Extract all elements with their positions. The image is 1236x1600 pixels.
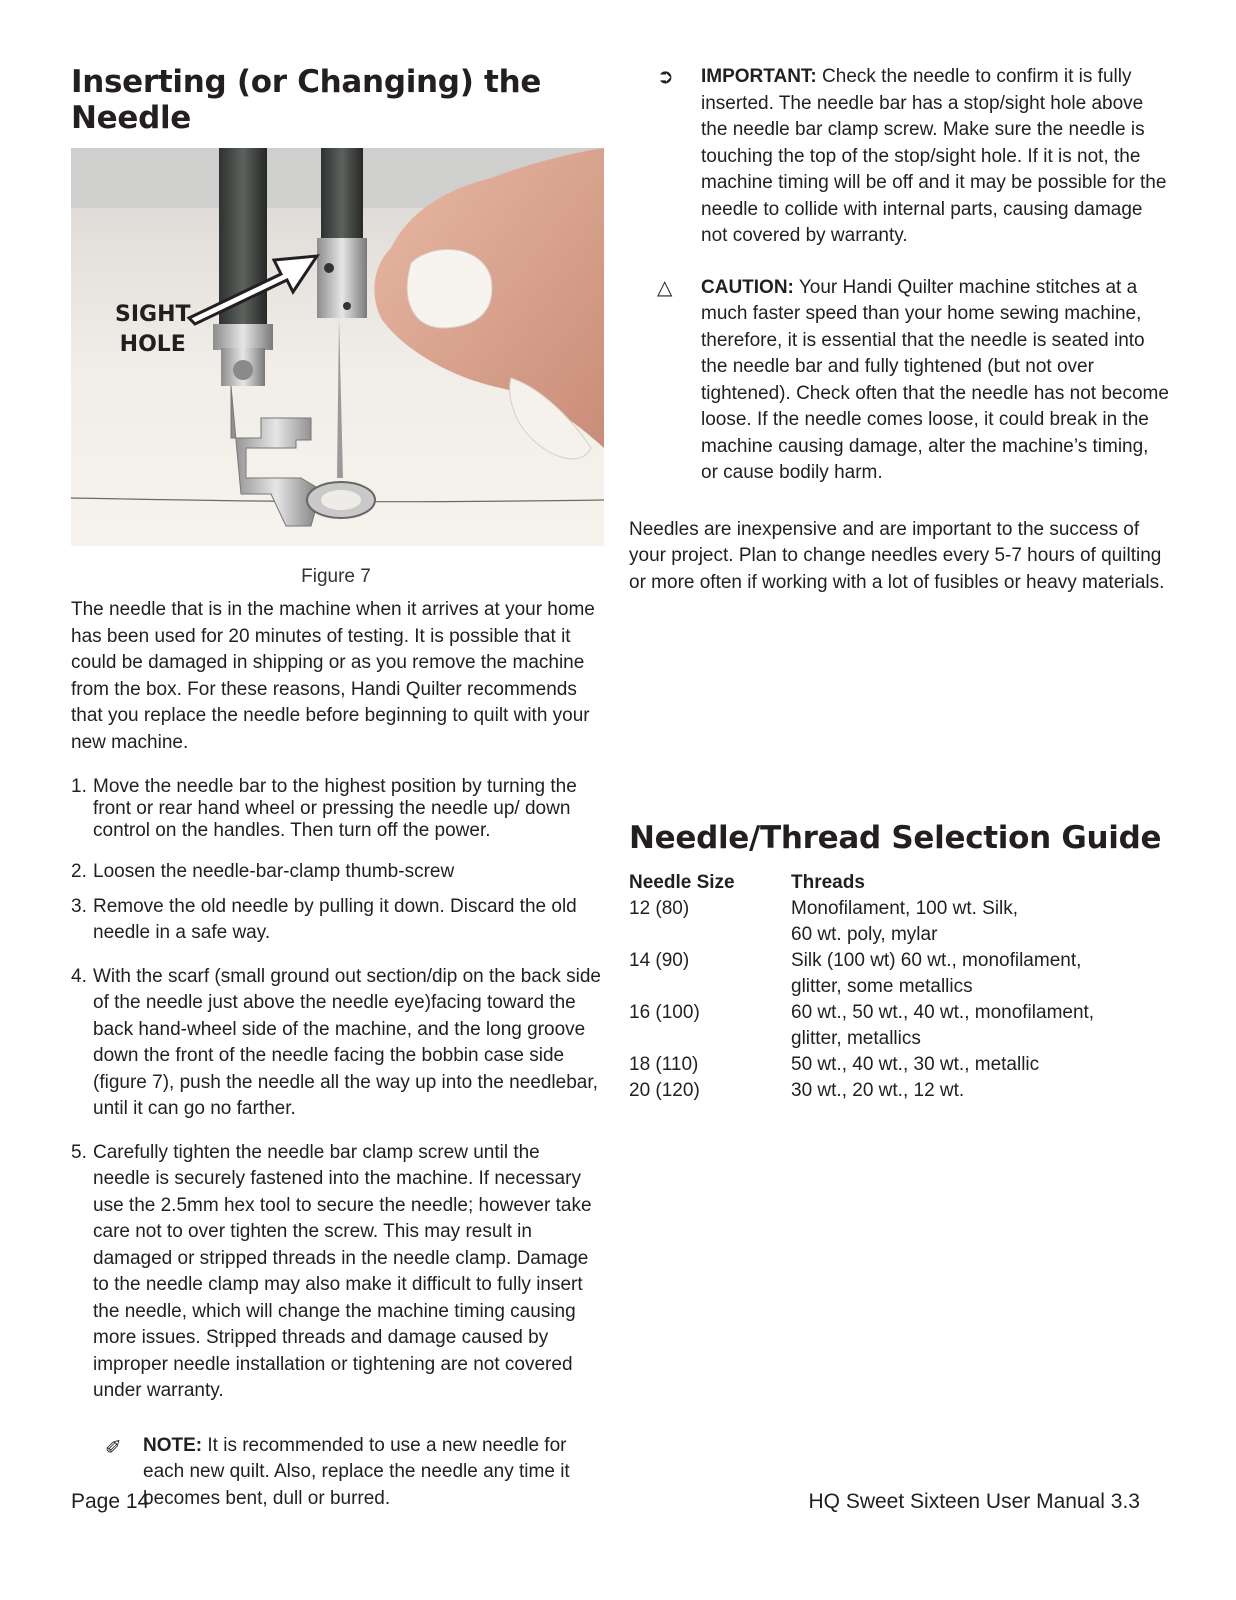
- step-item: [71, 776, 601, 842]
- sight-label-line1: SIGHT: [115, 302, 191, 327]
- needle-size-cell: 20 (120): [629, 1080, 700, 1101]
- column-header-size: Needle Size: [629, 872, 735, 893]
- needle-size-cell: 16 (100): [629, 1002, 700, 1023]
- step-number: 3.: [71, 895, 87, 917]
- caution-text: Your Handi Quilter machine stitches at a much faster speed than your home sewing machine, therefore, it is essential that the needle is seated into the needle bar and fully tightened (but not over tightened). Check often that the needle has not become loose. If the needle comes loose, it could break in the machine causing damage, alter the machine’s timing, or cause bodily harm.: [701, 276, 1169, 483]
- sight-label-line2: HOLE: [119, 332, 186, 357]
- step-number: 5.: [71, 1141, 87, 1163]
- note-label: NOTE:: [143, 1434, 203, 1456]
- manual-title: HQ Sweet Sixteen User Manual 3.3: [808, 1490, 1140, 1513]
- step-text: Remove the old needle by pulling it down. Discard the old needle in a safe way.: [93, 895, 577, 943]
- important-text: Check the needle to confirm it is fully inserted. The needle bar has a stop/sight hole above the needle bar clamp screw. Make sure the needle is touching the top of the stop/sight hole. If it is not, the machine timing will be off and it may be possible for the needle to collide with internal parts, causing damage not covered by warranty.: [701, 66, 1167, 246]
- figure-7-photo: [71, 148, 604, 546]
- table-row: [629, 1000, 1094, 1052]
- threads-cell: Monofilament, 100 wt. Silk, 60 wt. poly, mylar: [791, 898, 1019, 945]
- note-text: It is recommended to use a new needle for each new quilt. Also, replace the needle any time it becomes bent, dull or burred.: [143, 1434, 570, 1509]
- threads-cell: 30 wt., 20 wt., 12 wt.: [791, 1080, 965, 1101]
- table-row: [629, 948, 1094, 1000]
- steps-list: [71, 776, 601, 1405]
- threads-cell: 60 wt., 50 wt., 40 wt., monofilament, glitter, metallics: [791, 1002, 1095, 1049]
- right-column: [629, 64, 1169, 1104]
- needle-size-cell: 14 (90): [629, 950, 690, 971]
- threads-cell: Silk (100 wt) 60 wt., monofilament, glitter, some metallics: [791, 950, 1082, 997]
- important-label: IMPORTANT:: [701, 66, 817, 87]
- section-heading: Inserting (or Changing) the Needle: [71, 64, 542, 136]
- step-item: [71, 1140, 601, 1405]
- arrow-right-icon: ➲: [657, 66, 674, 88]
- column-header-threads: Threads: [791, 872, 865, 893]
- step-text: With the scarf (small ground out section/dip on the back side of the needle just above the needle eye)facing toward the back hand-wheel side of the machine, and the long groove down the front of the needle facing the bobbin case side (figure 7), push the needle all the way up into the needlebar, until it can go no farther.: [93, 965, 601, 1119]
- warning-triangle-icon: △: [657, 276, 673, 299]
- page-number: Page 14: [71, 1490, 150, 1513]
- left-column: [71, 64, 601, 1512]
- step-text: Carefully tighten the needle bar clamp screw until the needle is securely fastened into the machine. If necessary use the 2.5mm hex tool to secure the needle; however take care not to over tighten the screw. This may result in damaged or stripped threads in the needle clamp. Damage to the needle clamp may also make it difficult to fully insert the needle, which will change the machine timing causing more issues. Stripped threads and damage caused by improper needle installation or tightening are not covered under warranty.: [93, 1141, 592, 1401]
- step-number: 4.: [71, 965, 87, 987]
- table-row: [629, 1052, 1094, 1078]
- threads-cell: 50 wt., 40 wt., 30 wt., metallic: [791, 1054, 1040, 1075]
- needle-thread-table: [629, 870, 1094, 1104]
- table-header-row: [629, 870, 1094, 896]
- important-callout: [629, 64, 1169, 250]
- step-text: Move the needle bar to the highest position by turning the front or rear hand wheel or pressing the needle up/ down control on the handles. Then turn off the power.: [93, 776, 577, 841]
- intro-paragraph: The needle that is in the machine when it arrives at your home has been used for 20 minutes of testing. It is possible that it could be damaged in shipping or as you remove the machine from the box. For these reasons, Handi Quilter recommends that you replace the needle before beginning to quilt with your new machine.: [71, 599, 595, 753]
- step-item: [71, 894, 601, 947]
- step-number: 2.: [71, 861, 87, 882]
- figure-caption: Figure 7: [301, 566, 371, 587]
- guide-heading: Needle/Thread Selection Guide: [629, 820, 1162, 856]
- caution-callout: [629, 275, 1169, 487]
- step-number: 1.: [71, 776, 87, 797]
- needle-size-cell: 18 (110): [629, 1054, 699, 1075]
- table-row: [629, 896, 1094, 948]
- table-row: [629, 1078, 1094, 1104]
- step-text: Loosen the needle-bar-clamp thumb-screw: [93, 861, 455, 882]
- caution-label: CAUTION:: [701, 276, 794, 298]
- needles-paragraph: Needles are inexpensive and are important to the success of your project. Plan to change needles every 5-7 hours of quilting or more often if working with a lot of fusibles or heavy materials.: [629, 518, 1165, 593]
- step-item: [71, 964, 601, 1123]
- pencil-icon: ✐: [105, 1436, 122, 1459]
- note-callout: [71, 1433, 601, 1513]
- step-item: [71, 859, 601, 886]
- sight-hole-label: [115, 300, 191, 360]
- needle-size-cell: 12 (80): [629, 898, 690, 919]
